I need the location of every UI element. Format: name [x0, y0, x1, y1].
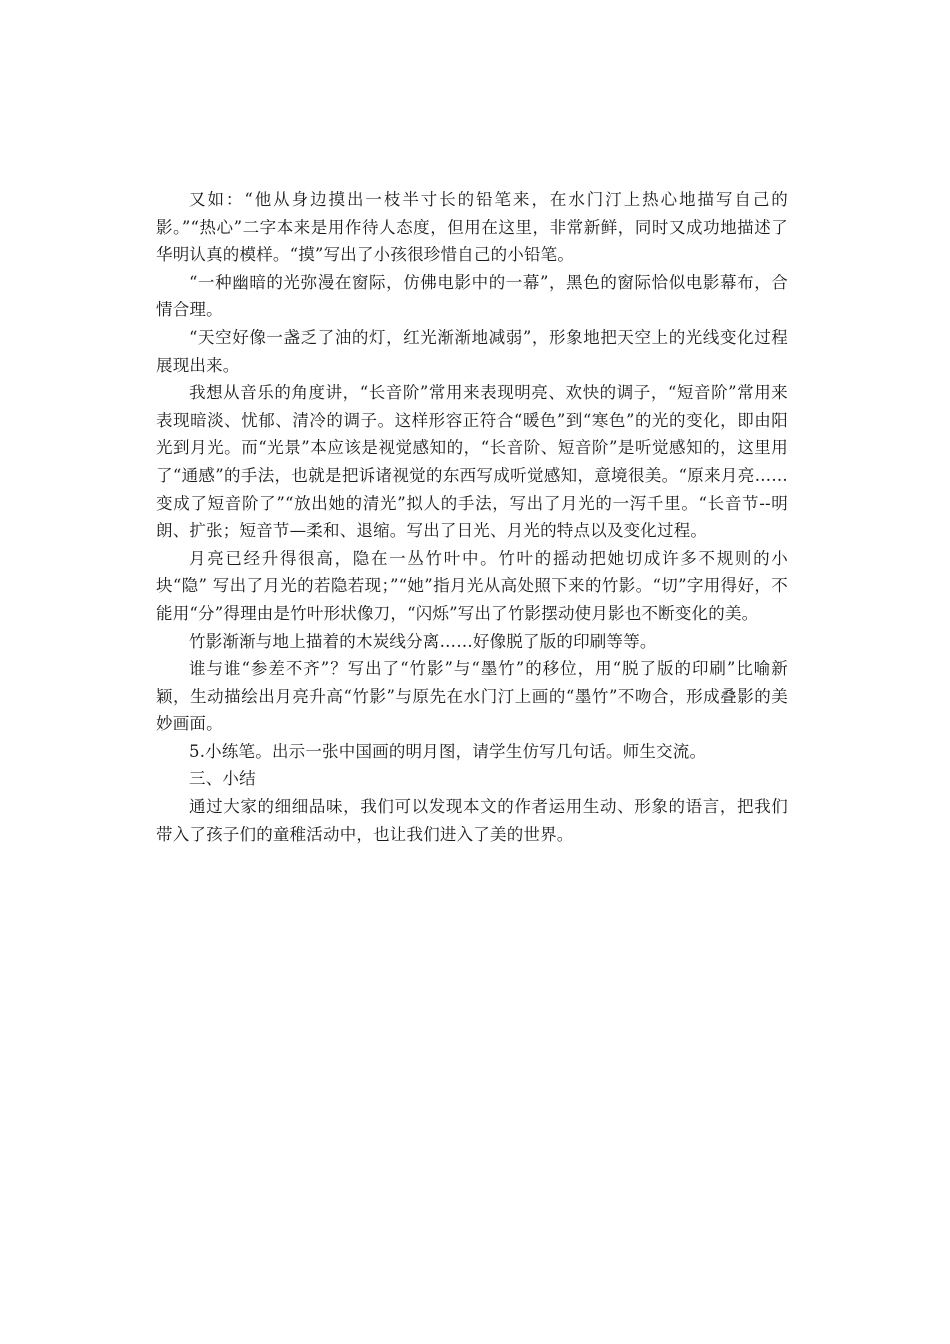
paragraph-summary: 通过大家的细细品味，我们可以发现本文的作者运用生动、形象的语言，把我们带入了孩子们的童稚活动中，也让我们进入了美的世界。: [156, 797, 788, 844]
paragraph-uneven: 谁与谁“参差不齐”？写出了“竹影”与“墨竹”的移位，用“脱了版的印刷”比喻新颖，生动描绘出月亮升高“竹影”与原先在水门汀上画的“墨竹”不吻合，形成叠影的美妙画面。: [156, 659, 788, 734]
paragraph-window-light: “一种幽暗的光弥漫在窗际，仿佛电影中的一幕”，黑色的窗际恰似电影幕布，合情合理。: [156, 272, 788, 320]
paragraph-sky-lamp: “天空好像一盏乏了油的灯，红光渐渐地减弱”，形象地把天空上的光线变化过程展现出来。: [156, 327, 788, 375]
section-heading-summary: 三、小结: [189, 769, 256, 789]
paragraph-moon-bamboo: 月亮已经升得很高，隐在一丛竹叶中。竹叶的摇动把她切成许多不规则的小块“隐” 写出了月光的若隐若现；”“她”指月光从高处照下来的竹影。“切”字用得好，不能用“分”得理由是竹叶形状像刀，“闪烁”写出了竹影摆动使月影也不断变化的美。: [156, 548, 788, 623]
paragraph-writing-practice: 5.小练笔。出示一张中国画的明月图，请学生仿写几句话。师生交流。: [189, 741, 707, 761]
paragraph-bamboo-shadow: 竹影渐渐与地上描着的木炭线分离……好像脱了版的印刷等等。: [189, 631, 657, 651]
paragraph-music-scales: 我想从音乐的角度讲，“长音阶”常用来表现明亮、欢快的调子，“短音阶”常用来表现暗淡、忧郁、清冷的调子。这样形容正符合“暖色”到“寒色”的光的变化，即由阳光到月光。而“光景”本应该是视觉感知的，“长音阶、短音阶”是听觉感知的，这里用了“通感”的手法，也就是把诉诸视觉的东西写成听觉感知，意境很美。“原来月亮……变成了短音阶了”“放出她的清光”拟人的手法，写出了月光的一泻千里。“长音节--明朗、扩张；短音节—柔和、退缩。写出了日光、月光的特点以及变化过程。: [156, 383, 788, 541]
paragraph-example-pencil: 又如：“他从身边摸出一枝半寸长的铅笔来，在水门汀上热心地描写自己的影。”“热心”二字本来是用作待人态度，但用在这里，非常新鲜，同时又成功地描述了华明认真的模样。“摸”写出了小孩很珍惜自己的小铅笔。: [156, 190, 788, 265]
body-text: [156, 186, 788, 848]
